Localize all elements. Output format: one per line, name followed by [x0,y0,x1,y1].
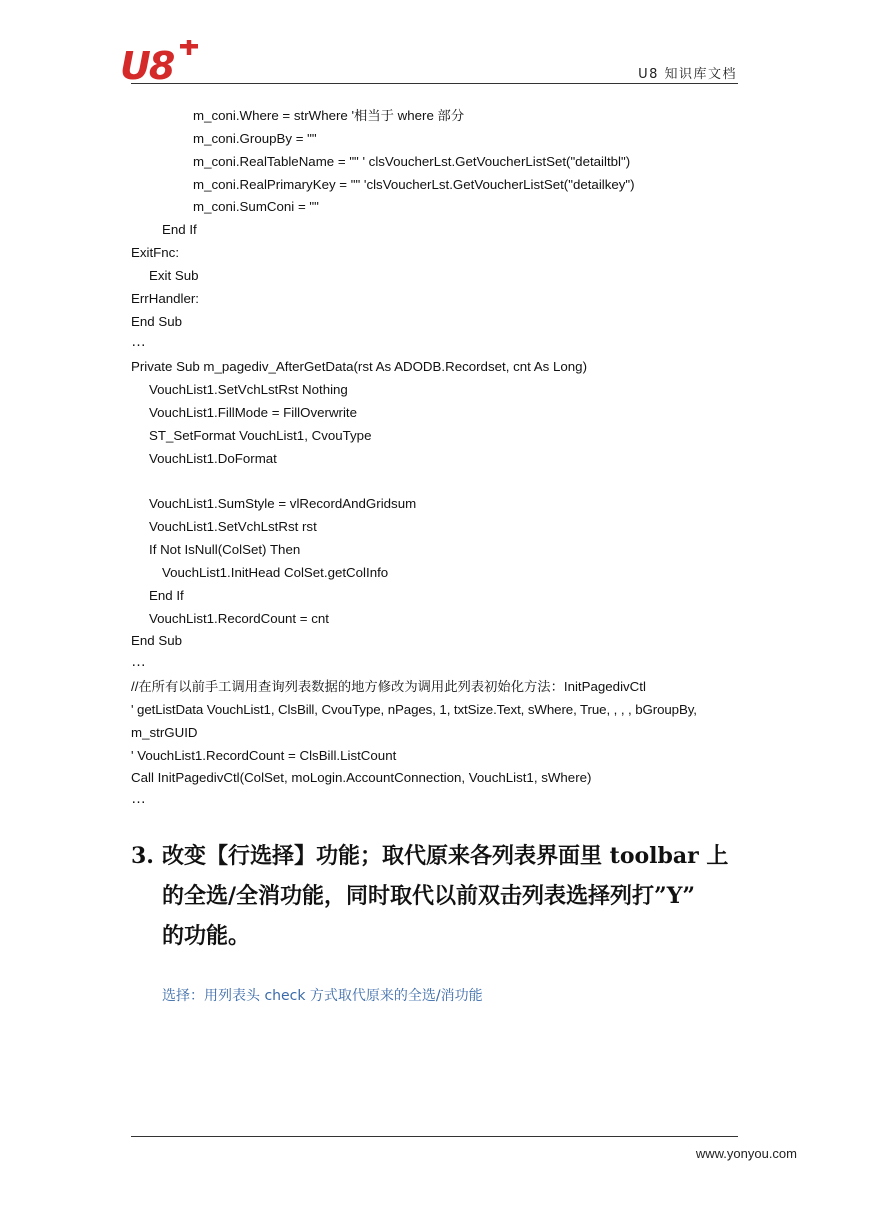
heading-line: 改变【行选择】功能；取代原来各列表界面里 toolbar 上 [162,843,729,869]
svg-text:U8: U8 [120,44,174,84]
code-line: VouchList1.SetVchLstRst Nothing [149,382,348,398]
code-comment: ' VouchList1.RecordCount = ClsBill.ListCount [131,747,397,763]
code-comment: //在所有以前手工调用查询列表数据的地方修改为调用此列表初始化方法：InitPagedivCtl [131,679,646,695]
code-line: m_coni.GroupBy = "" [193,130,317,146]
code-line: Exit Sub [149,267,199,283]
code-line-blank [131,471,741,494]
code-line: End Sub [131,313,183,329]
code-line: End If [149,587,184,603]
code-line: VouchList1.RecordCount = cnt [149,610,329,626]
code-line: VouchList1.DoFormat [149,450,277,466]
code-line: ErrHandler: [131,290,199,306]
heading-line: 的全选/全消功能，同时取代以前双击列表选择列打”Y” [162,883,696,909]
code-line: ExitFnc: [131,245,180,261]
code-line: VouchList1.SumStyle = vlRecordAndGridsum [149,496,417,512]
heading-line: 的功能。 [162,923,251,949]
code-line: VouchList1.SetVchLstRst rst [149,519,317,535]
code-line: ST_SetFormat VouchList1, CvouType [149,427,372,443]
code-line: If Not IsNull(ColSet) Then [149,542,301,558]
header-divider [131,83,738,84]
heading-number: 3. [131,843,154,869]
code-line: End Sub [131,633,183,649]
code-block [131,105,741,813]
code-line: m_coni.Where = strWhere '相当于 where 部分 [193,108,465,123]
code-line: VouchList1.FillMode = FillOverwrite [149,404,358,420]
code-line: m_coni.SumConi = "" [193,199,319,215]
u8-logo [120,40,202,84]
code-ellipsis: … [131,790,147,808]
section-heading [131,836,741,956]
code-line: Private Sub m_pagediv_AfterGetData(rst As ADODB.Recordset, cnt As Long) [131,359,588,375]
note-text: 选择：用列表头 check 方式取代原来的全选/消功能 [162,988,483,1004]
code-comment: ' getListData VouchList1, ClsBill, CvouType, nPages, 1, txtSize.Text, sWhere, True, , , , bGroupBy, [131,701,697,717]
header-title: U8 知识库文档 [638,67,737,82]
footer-divider [131,1136,738,1137]
code-ellipsis: … [131,333,147,351]
code-ellipsis: … [131,653,147,671]
footer-url: www.yonyou.com [695,1146,797,1161]
code-line: m_coni.RealTableName = "" ' clsVoucherLst.GetVoucherListSet("detailtbl") [193,153,631,169]
code-line: End If [162,222,197,238]
code-line: VouchList1.InitHead ColSet.getColInfo [162,564,389,580]
code-line: Call InitPagedivCtl(ColSet, moLogin.AccountConnection, VouchList1, sWhere) [131,770,592,786]
code-line: m_coni.RealPrimaryKey = "" 'clsVoucherLst.GetVoucherListSet("detailkey") [193,176,635,192]
code-comment: m_strGUID [131,724,198,740]
